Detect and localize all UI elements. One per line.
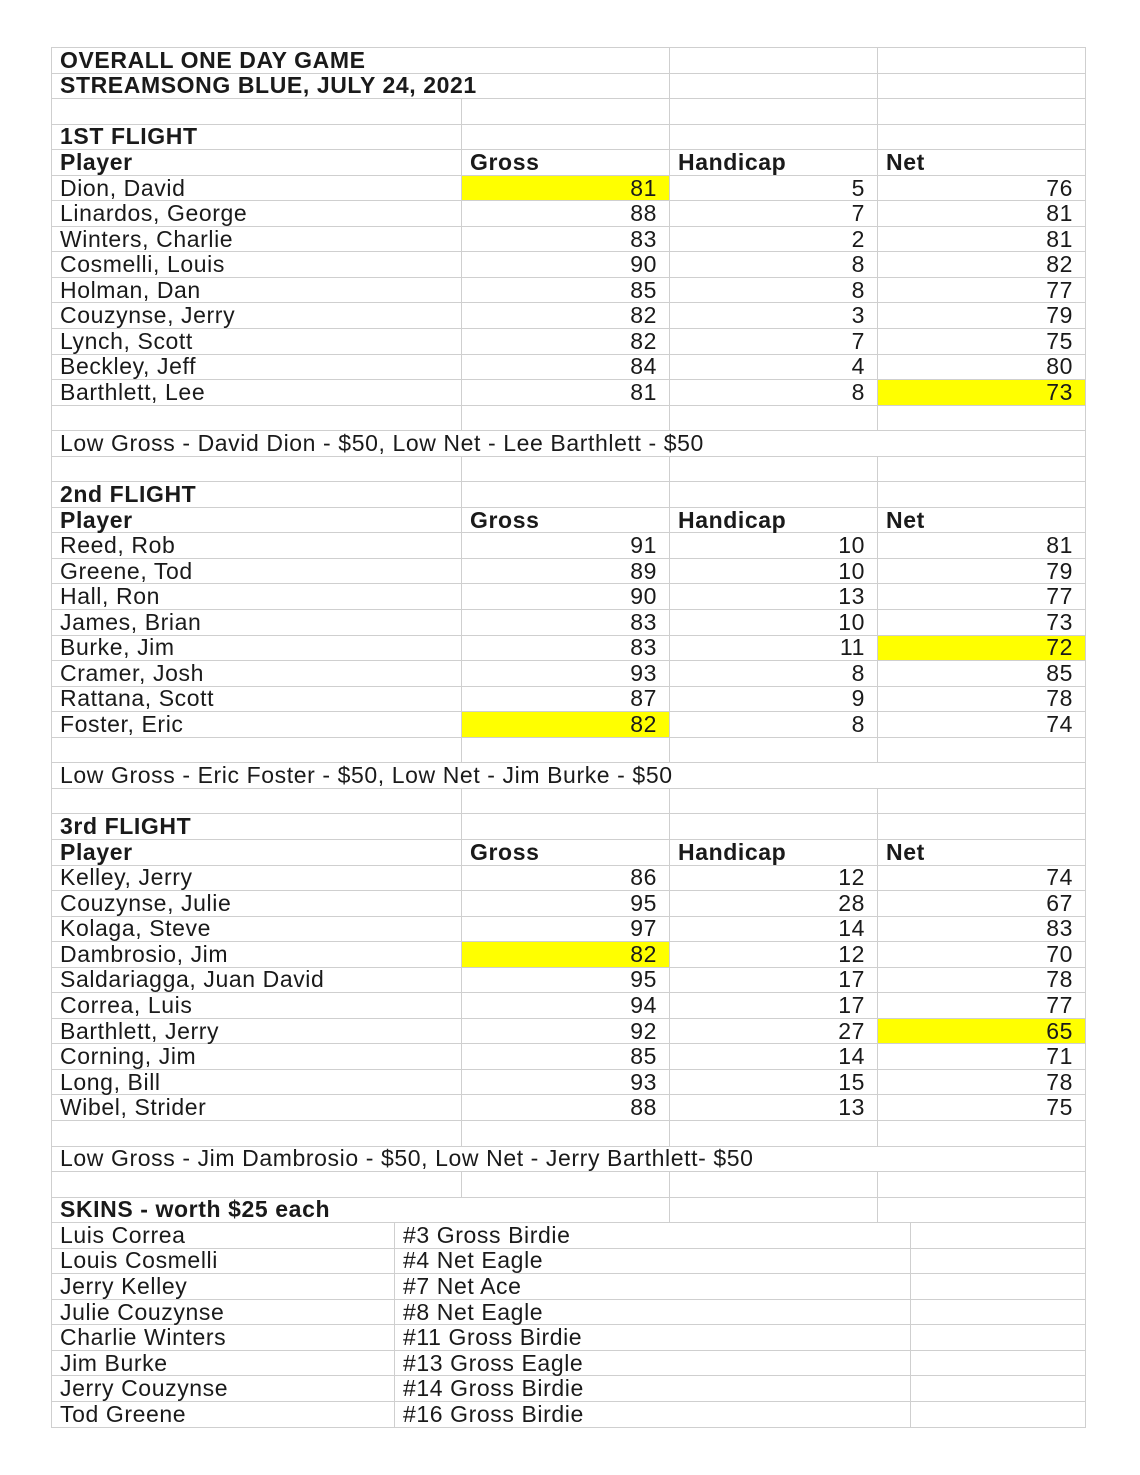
handicap-value[interactable]: 27 <box>670 1019 878 1045</box>
handicap-value[interactable]: 17 <box>670 993 878 1019</box>
table-row <box>52 559 1086 585</box>
gross-score[interactable]: 90 <box>462 584 670 610</box>
skin-description[interactable]: #7 Net Ace <box>395 1274 911 1300</box>
header-net[interactable]: Net <box>878 150 1086 176</box>
empty-cell[interactable] <box>878 814 1086 840</box>
empty-cell[interactable] <box>462 738 670 764</box>
player-name[interactable]: Holman, Dan <box>52 278 462 304</box>
skins-row <box>52 1223 1086 1249</box>
player-name[interactable]: Rattana, Scott <box>52 687 462 713</box>
empty-cell[interactable] <box>878 482 1086 508</box>
empty-cell[interactable] <box>52 99 462 125</box>
net-score[interactable]: 77 <box>878 278 1086 304</box>
gross-score[interactable]: 85 <box>462 278 670 304</box>
net-score[interactable]: 81 <box>878 533 1086 559</box>
handicap-value[interactable]: 5 <box>670 176 878 202</box>
skin-description[interactable]: #16 Gross Birdie <box>395 1402 911 1428</box>
handicap-value[interactable]: 7 <box>670 329 878 355</box>
skin-description[interactable]: #11 Gross Birdie <box>395 1325 911 1351</box>
flight-result[interactable]: Low Gross - Jim Dambrosio - $50, Low Net - Jerry Barthlett- $50 <box>52 1147 1086 1173</box>
empty-cell[interactable] <box>670 738 878 764</box>
player-name[interactable]: Corning, Jim <box>52 1044 462 1070</box>
gross-score[interactable]: 81 <box>462 380 670 406</box>
skins-row <box>52 1376 1086 1402</box>
handicap-value[interactable]: 10 <box>670 559 878 585</box>
net-score[interactable]: 77 <box>878 993 1086 1019</box>
empty-cell[interactable] <box>462 99 670 125</box>
handicap-value[interactable]: 12 <box>670 942 878 968</box>
column-header-row <box>52 508 1086 534</box>
player-name[interactable]: Barthlett, Lee <box>52 380 462 406</box>
table-row <box>52 329 1086 355</box>
table-row <box>52 380 1086 406</box>
flight-title[interactable]: 2nd FLIGHT <box>52 482 462 508</box>
skin-player[interactable]: Jerry Couzynse <box>52 1376 395 1402</box>
player-name[interactable]: Cosmelli, Louis <box>52 252 462 278</box>
empty-cell[interactable] <box>911 1376 1086 1402</box>
title-line-1[interactable]: OVERALL ONE DAY GAME <box>52 48 670 74</box>
empty-cell[interactable] <box>52 738 462 764</box>
empty-cell[interactable] <box>670 74 878 100</box>
empty-cell[interactable] <box>670 99 878 125</box>
skins-title[interactable]: SKINS - worth $25 each <box>52 1198 670 1224</box>
player-name[interactable]: Saldariagga, Juan David <box>52 968 462 994</box>
handicap-value[interactable]: 10 <box>670 610 878 636</box>
title-row-1 <box>52 48 1086 74</box>
player-name[interactable]: Beckley, Jeff <box>52 355 462 381</box>
empty-cell[interactable] <box>670 48 878 74</box>
handicap-value[interactable]: 13 <box>670 1095 878 1121</box>
gross-score[interactable]: 83 <box>462 636 670 662</box>
table-row <box>52 355 1086 381</box>
header-gross[interactable]: Gross <box>462 508 670 534</box>
empty-cell[interactable] <box>911 1249 1086 1275</box>
table-row <box>52 610 1086 636</box>
title-line-2[interactable]: STREAMSONG BLUE, JULY 24, 2021 <box>52 74 670 100</box>
net-score[interactable]: 78 <box>878 1070 1086 1096</box>
skin-player[interactable]: Luis Correa <box>52 1223 395 1249</box>
player-name[interactable]: Kelley, Jerry <box>52 866 462 892</box>
handicap-value[interactable]: 28 <box>670 891 878 917</box>
spacer-row <box>52 99 1086 125</box>
gross-score[interactable]: 90 <box>462 252 670 278</box>
table-row <box>52 968 1086 994</box>
net-score[interactable]: 65 <box>878 1019 1086 1045</box>
empty-cell[interactable] <box>911 1351 1086 1377</box>
header-handicap[interactable]: Handicap <box>670 840 878 866</box>
empty-cell[interactable] <box>670 789 878 815</box>
gross-score[interactable]: 85 <box>462 1044 670 1070</box>
handicap-value[interactable]: 14 <box>670 1044 878 1070</box>
header-net[interactable]: Net <box>878 508 1086 534</box>
handicap-value[interactable]: 8 <box>670 252 878 278</box>
gross-score[interactable]: 87 <box>462 687 670 713</box>
net-score[interactable]: 73 <box>878 610 1086 636</box>
table-row <box>52 687 1086 713</box>
net-score[interactable]: 75 <box>878 1095 1086 1121</box>
table-row <box>52 227 1086 253</box>
skin-player[interactable]: Louis Cosmelli <box>52 1249 395 1275</box>
empty-cell[interactable] <box>52 789 462 815</box>
empty-cell[interactable] <box>52 1172 462 1198</box>
empty-cell[interactable] <box>878 74 1086 100</box>
net-score[interactable]: 74 <box>878 712 1086 738</box>
empty-cell[interactable] <box>670 406 878 432</box>
header-player[interactable]: Player <box>52 508 462 534</box>
gross-score[interactable]: 83 <box>462 227 670 253</box>
column-header-row <box>52 840 1086 866</box>
player-name[interactable]: Dambrosio, Jim <box>52 942 462 968</box>
table-row <box>52 891 1086 917</box>
sheet-body <box>52 99 1086 1427</box>
spacer-row <box>52 406 1086 432</box>
handicap-value[interactable]: 4 <box>670 355 878 381</box>
net-score[interactable]: 78 <box>878 687 1086 713</box>
spreadsheet <box>51 47 1086 1428</box>
player-name[interactable]: Burke, Jim <box>52 636 462 662</box>
empty-cell[interactable] <box>670 814 878 840</box>
table-row <box>52 1044 1086 1070</box>
empty-cell[interactable] <box>878 406 1086 432</box>
empty-cell[interactable] <box>52 457 462 483</box>
gross-score[interactable]: 88 <box>462 201 670 227</box>
table-row <box>52 636 1086 662</box>
table-row <box>52 866 1086 892</box>
spacer-row <box>52 789 1086 815</box>
skins-row <box>52 1274 1086 1300</box>
handicap-value[interactable]: 7 <box>670 201 878 227</box>
spacer-row <box>52 457 1086 483</box>
flight-title[interactable]: 1ST FLIGHT <box>52 125 462 151</box>
player-name[interactable]: Foster, Eric <box>52 712 462 738</box>
gross-score[interactable]: 97 <box>462 917 670 943</box>
handicap-value[interactable]: 2 <box>670 227 878 253</box>
handicap-value[interactable]: 9 <box>670 687 878 713</box>
net-score[interactable]: 79 <box>878 559 1086 585</box>
empty-cell[interactable] <box>911 1223 1086 1249</box>
skin-player[interactable]: Jim Burke <box>52 1351 395 1377</box>
empty-cell[interactable] <box>878 457 1086 483</box>
table-row <box>52 278 1086 304</box>
gross-score[interactable]: 95 <box>462 968 670 994</box>
handicap-value[interactable]: 11 <box>670 636 878 662</box>
header-player[interactable]: Player <box>52 840 462 866</box>
net-score[interactable]: 74 <box>878 866 1086 892</box>
table-row <box>52 1019 1086 1045</box>
flight-title-row <box>52 814 1086 840</box>
flight-result[interactable]: Low Gross - David Dion - $50, Low Net - Lee Barthlett - $50 <box>52 431 1086 457</box>
handicap-value[interactable]: 14 <box>670 917 878 943</box>
gross-score[interactable]: 83 <box>462 610 670 636</box>
empty-cell[interactable] <box>878 48 1086 74</box>
skins-row <box>52 1249 1086 1275</box>
empty-cell[interactable] <box>878 738 1086 764</box>
flight-result-row <box>52 431 1086 457</box>
table-row <box>52 201 1086 227</box>
player-name[interactable]: Kolaga, Steve <box>52 917 462 943</box>
empty-cell[interactable] <box>462 789 670 815</box>
gross-score[interactable]: 82 <box>462 942 670 968</box>
gross-score[interactable]: 84 <box>462 355 670 381</box>
spacer-row <box>52 1121 1086 1147</box>
flight-title-row <box>52 125 1086 151</box>
gross-score[interactable]: 86 <box>462 866 670 892</box>
handicap-value[interactable]: 15 <box>670 1070 878 1096</box>
player-name[interactable]: Winters, Charlie <box>52 227 462 253</box>
gross-score[interactable]: 94 <box>462 993 670 1019</box>
skin-description[interactable]: #4 Net Eagle <box>395 1249 911 1275</box>
skin-player[interactable]: Julie Couzynse <box>52 1300 395 1326</box>
player-name[interactable]: Greene, Tod <box>52 559 462 585</box>
empty-cell[interactable] <box>911 1402 1086 1428</box>
flight-result-row <box>52 763 1086 789</box>
player-name[interactable]: Linardos, George <box>52 201 462 227</box>
table-row <box>52 917 1086 943</box>
table-row <box>52 993 1086 1019</box>
skin-player[interactable]: Jerry Kelley <box>52 1274 395 1300</box>
table-row <box>52 176 1086 202</box>
skins-row <box>52 1351 1086 1377</box>
player-name[interactable]: Hall, Ron <box>52 584 462 610</box>
player-name[interactable]: Cramer, Josh <box>52 661 462 687</box>
gross-score[interactable]: 82 <box>462 712 670 738</box>
empty-cell[interactable] <box>462 406 670 432</box>
header-handicap[interactable]: Handicap <box>670 508 878 534</box>
empty-cell[interactable] <box>462 457 670 483</box>
player-name[interactable]: Lynch, Scott <box>52 329 462 355</box>
title-row-2 <box>52 74 1086 100</box>
empty-cell[interactable] <box>462 1121 670 1147</box>
empty-cell[interactable] <box>670 482 878 508</box>
empty-cell[interactable] <box>670 1172 878 1198</box>
player-name[interactable]: Correa, Luis <box>52 993 462 1019</box>
net-score[interactable]: 80 <box>878 355 1086 381</box>
table-row <box>52 1095 1086 1121</box>
gross-score[interactable]: 92 <box>462 1019 670 1045</box>
table-row <box>52 712 1086 738</box>
empty-cell[interactable] <box>878 99 1086 125</box>
handicap-value[interactable]: 8 <box>670 278 878 304</box>
handicap-value[interactable]: 17 <box>670 968 878 994</box>
net-score[interactable]: 72 <box>878 636 1086 662</box>
table-row <box>52 533 1086 559</box>
empty-cell[interactable] <box>670 1121 878 1147</box>
table-row <box>52 942 1086 968</box>
handicap-value[interactable]: 12 <box>670 866 878 892</box>
handicap-value[interactable]: 8 <box>670 712 878 738</box>
spacer-row <box>52 1172 1086 1198</box>
empty-cell[interactable] <box>462 482 670 508</box>
spacer-row <box>52 738 1086 764</box>
net-score[interactable]: 81 <box>878 227 1086 253</box>
header-handicap[interactable]: Handicap <box>670 150 878 176</box>
flight-result[interactable]: Low Gross - Eric Foster - $50, Low Net - Jim Burke - $50 <box>52 763 1086 789</box>
player-name[interactable]: Dion, David <box>52 176 462 202</box>
empty-cell[interactable] <box>911 1325 1086 1351</box>
handicap-value[interactable]: 3 <box>670 303 878 329</box>
empty-cell[interactable] <box>911 1300 1086 1326</box>
skin-description[interactable]: #8 Net Eagle <box>395 1300 911 1326</box>
player-name[interactable]: Long, Bill <box>52 1070 462 1096</box>
table-row <box>52 661 1086 687</box>
table-row <box>52 303 1086 329</box>
player-name[interactable]: Wibel, Strider <box>52 1095 462 1121</box>
flight-result-row <box>52 1147 1086 1173</box>
header-gross[interactable]: Gross <box>462 840 670 866</box>
skin-description[interactable]: #3 Gross Birdie <box>395 1223 911 1249</box>
table-row <box>52 1070 1086 1096</box>
net-score[interactable]: 83 <box>878 917 1086 943</box>
skins-row <box>52 1402 1086 1428</box>
table-row <box>52 584 1086 610</box>
player-name[interactable]: James, Brian <box>52 610 462 636</box>
gross-score[interactable]: 82 <box>462 303 670 329</box>
net-score[interactable]: 79 <box>878 303 1086 329</box>
net-score[interactable]: 82 <box>878 252 1086 278</box>
skins-row <box>52 1300 1086 1326</box>
net-score[interactable]: 67 <box>878 891 1086 917</box>
empty-cell[interactable] <box>878 1198 1086 1224</box>
net-score[interactable]: 73 <box>878 380 1086 406</box>
flight-title-row <box>52 482 1086 508</box>
net-score[interactable]: 71 <box>878 1044 1086 1070</box>
gross-score[interactable]: 91 <box>462 533 670 559</box>
gross-score[interactable]: 93 <box>462 661 670 687</box>
skin-description[interactable]: #14 Gross Birdie <box>395 1376 911 1402</box>
empty-cell[interactable] <box>878 789 1086 815</box>
empty-cell[interactable] <box>878 1121 1086 1147</box>
net-score[interactable]: 75 <box>878 329 1086 355</box>
header-gross[interactable]: Gross <box>462 150 670 176</box>
player-name[interactable]: Couzynse, Jerry <box>52 303 462 329</box>
net-score[interactable]: 77 <box>878 584 1086 610</box>
handicap-value[interactable]: 8 <box>670 380 878 406</box>
handicap-value[interactable]: 8 <box>670 661 878 687</box>
empty-cell[interactable] <box>462 814 670 840</box>
net-score[interactable]: 70 <box>878 942 1086 968</box>
net-score[interactable]: 78 <box>878 968 1086 994</box>
net-score[interactable]: 85 <box>878 661 1086 687</box>
empty-cell[interactable] <box>878 125 1086 151</box>
skin-player[interactable]: Tod Greene <box>52 1402 395 1428</box>
empty-cell[interactable] <box>670 1198 878 1224</box>
gross-score[interactable]: 93 <box>462 1070 670 1096</box>
empty-cell[interactable] <box>911 1274 1086 1300</box>
header-player[interactable]: Player <box>52 150 462 176</box>
empty-cell[interactable] <box>878 1172 1086 1198</box>
net-score[interactable]: 81 <box>878 201 1086 227</box>
player-name[interactable]: Reed, Rob <box>52 533 462 559</box>
gross-score[interactable]: 88 <box>462 1095 670 1121</box>
empty-cell[interactable] <box>462 1172 670 1198</box>
column-header-row <box>52 150 1086 176</box>
flight-title[interactable]: 3rd FLIGHT <box>52 814 462 840</box>
gross-score[interactable]: 82 <box>462 329 670 355</box>
skins-title-row <box>52 1198 1086 1224</box>
net-score[interactable]: 76 <box>878 176 1086 202</box>
skin-description[interactable]: #13 Gross Eagle <box>395 1351 911 1377</box>
empty-cell[interactable] <box>52 1121 462 1147</box>
player-name[interactable]: Couzynse, Julie <box>52 891 462 917</box>
handicap-value[interactable]: 10 <box>670 533 878 559</box>
gross-score[interactable]: 89 <box>462 559 670 585</box>
empty-cell[interactable] <box>52 406 462 432</box>
skin-player[interactable]: Charlie Winters <box>52 1325 395 1351</box>
empty-cell[interactable] <box>462 125 670 151</box>
table-row <box>52 252 1086 278</box>
player-name[interactable]: Barthlett, Jerry <box>52 1019 462 1045</box>
gross-score[interactable]: 95 <box>462 891 670 917</box>
gross-score[interactable]: 81 <box>462 176 670 202</box>
empty-cell[interactable] <box>670 125 878 151</box>
handicap-value[interactable]: 13 <box>670 584 878 610</box>
skins-row <box>52 1325 1086 1351</box>
empty-cell[interactable] <box>670 457 878 483</box>
header-net[interactable]: Net <box>878 840 1086 866</box>
